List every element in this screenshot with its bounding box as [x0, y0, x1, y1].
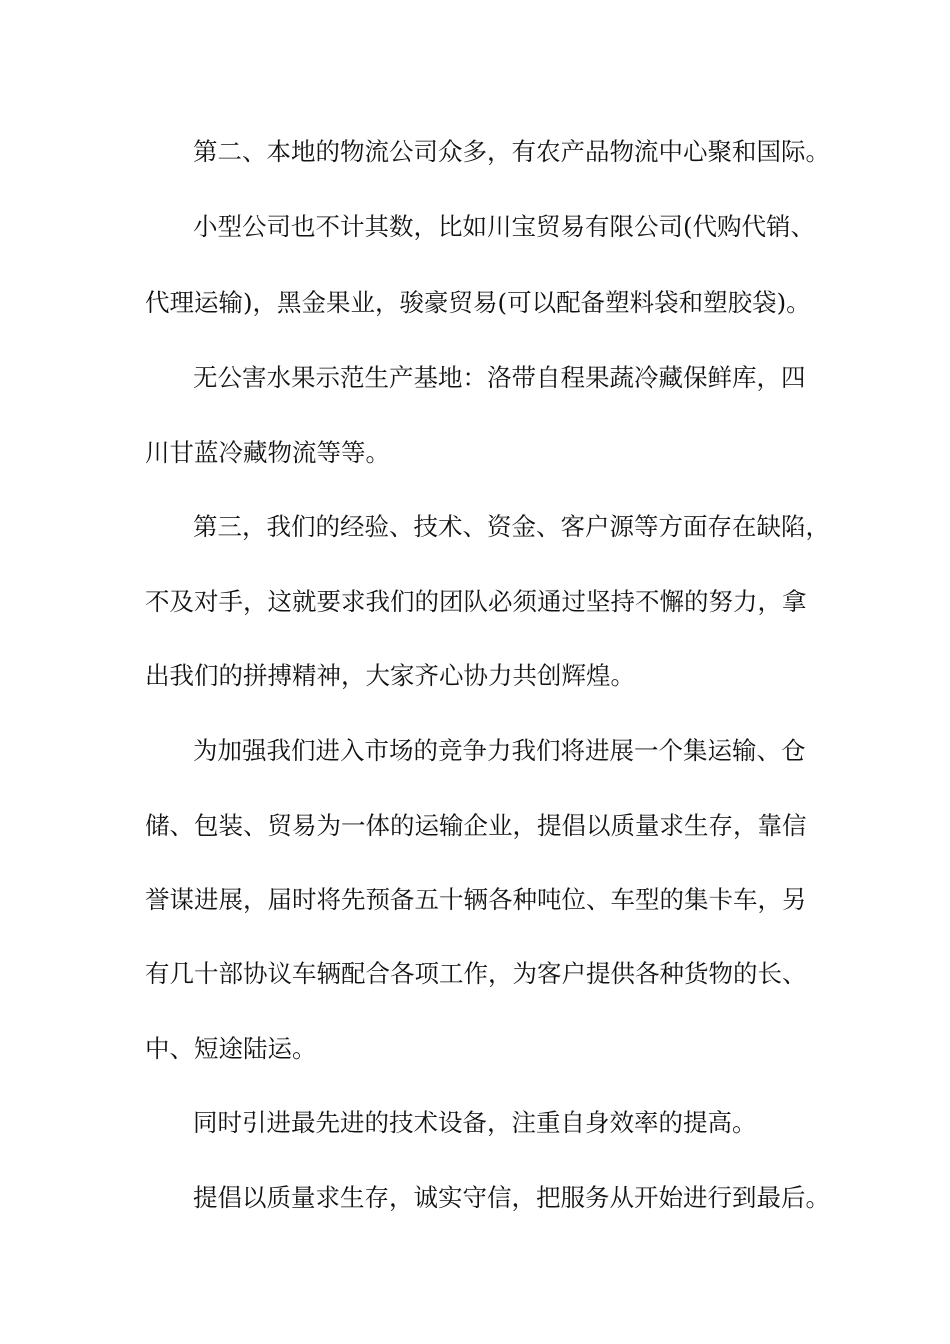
paragraph-line: 有几十部协议车辆配合各项工作，为客户提供各种货物的长、: [145, 959, 807, 988]
paragraph-line: 第二、本地的物流公司众多，有农产品物流中心聚和国际。: [193, 137, 830, 166]
paragraph-line: 誉谋进展，届时将先预备五十辆各种吨位、车型的集卡车，另: [145, 885, 807, 914]
paragraph-line: 不及对手，这就要求我们的团队必须通过坚持不懈的努力，拿: [145, 587, 807, 616]
paragraph-line: 为加强我们进入市场的竞争力我们将进展一个集运输、仓: [193, 736, 806, 765]
paragraph-line: 中、短途陆运。: [145, 1034, 317, 1063]
paragraph-line: 同时引进最先进的技术设备，注重自身效率的提高。: [193, 1108, 757, 1137]
paragraph-line: 小型公司也不计其数，比如川宝贸易有限公司(代购代销、: [193, 212, 816, 241]
paragraph-line: 出我们的拼搏精神，大家齐心协力共创辉煌。: [145, 661, 635, 690]
paragraph-line: 川甘蓝冷藏物流等等。: [145, 438, 390, 467]
paragraph-line: 无公害水果示范生产基地：洛带自程果蔬冷藏保鲜库，四: [193, 363, 806, 392]
paragraph-line: 储、包装、贸易为一体的运输企业，提倡以质量求生存，靠信: [145, 811, 807, 840]
paragraph-line: 提倡以质量求生存，诚实守信，把服务从开始进行到最后。: [193, 1183, 830, 1212]
paragraph-line: 代理运输)，黑金果业，骏豪贸易(可以配备塑料袋和塑胶袋)。: [145, 288, 811, 317]
paragraph-line: 第三，我们的经验、技术、资金、客户源等方面存在缺陷，: [193, 512, 830, 541]
